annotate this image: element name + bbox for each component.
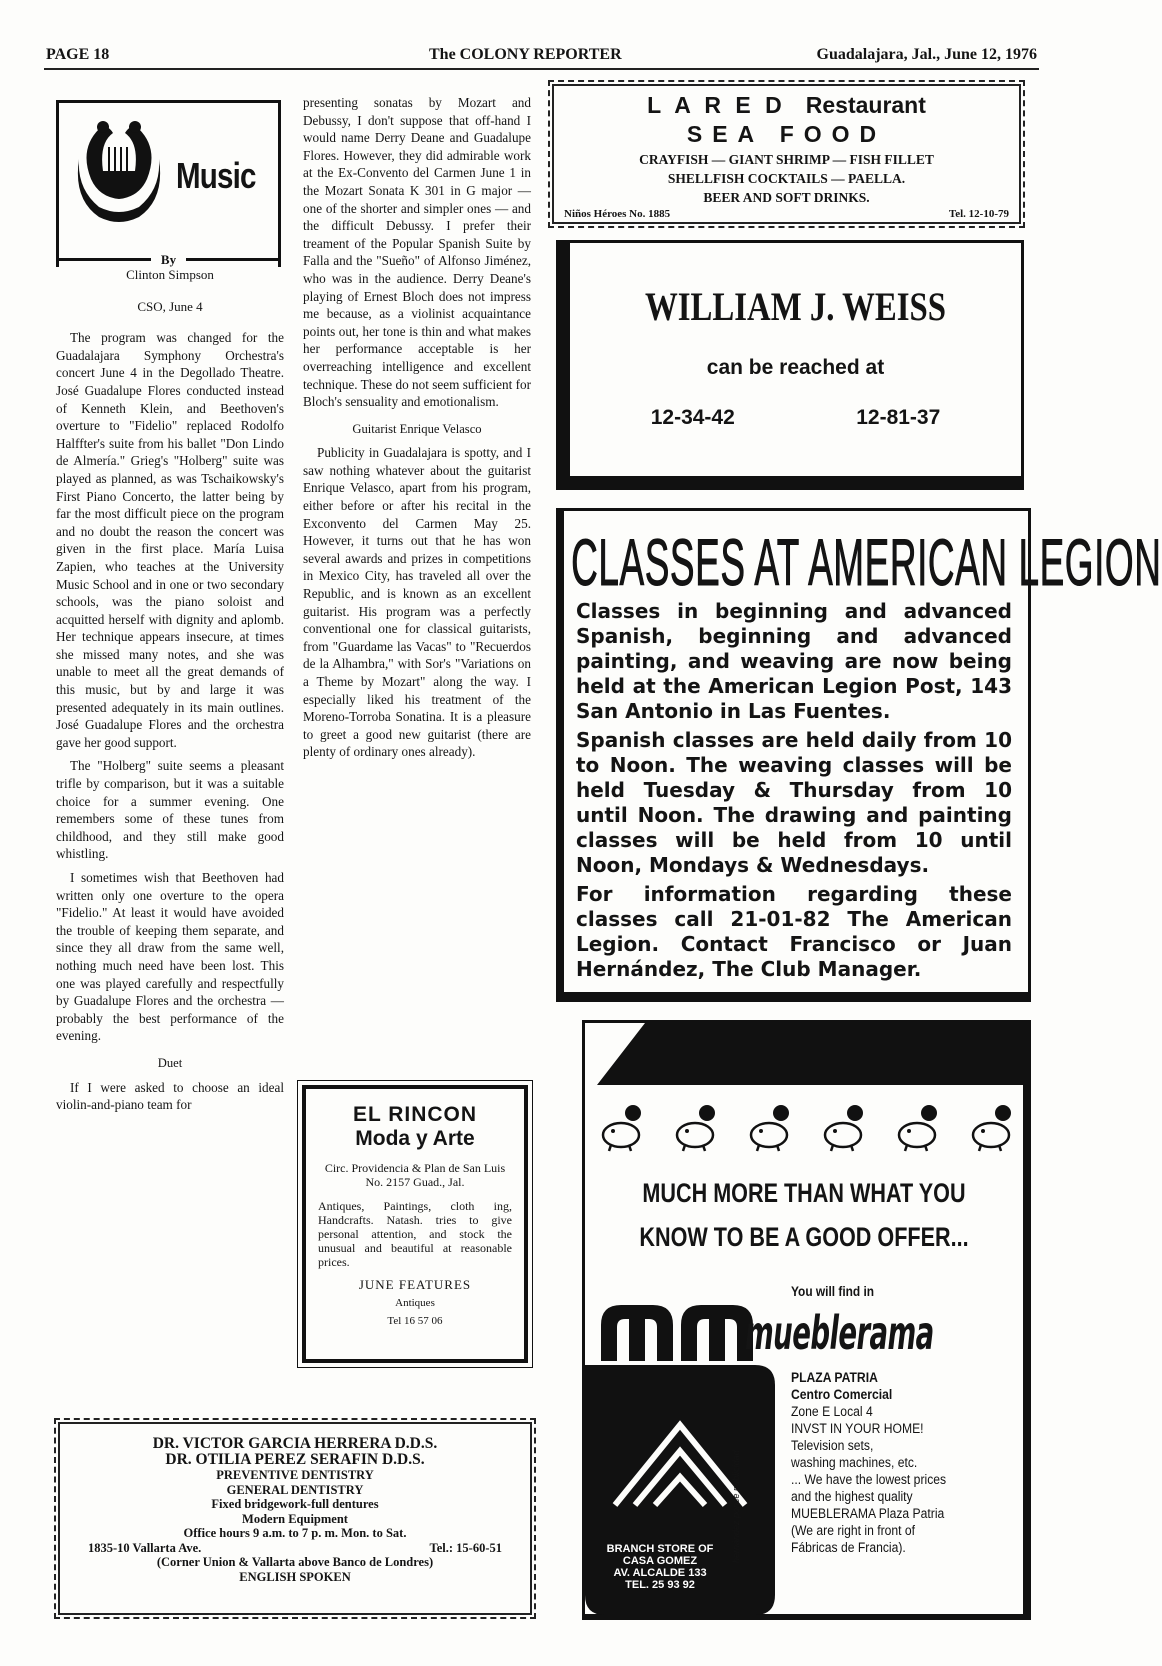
rincon-description: Antiques, Paintings, cloth ing, Handcrafts. Natash. tries to give personal attention, and stock the unusual and beautiful at reasonable prices.: [318, 1199, 512, 1269]
article-column-2: [303, 94, 531, 767]
legion-paragraph: For information regarding these classes call 21-01-82 The American Legion. Contact Francisco or Juan Hernández, The Club Manager.: [576, 882, 1012, 981]
article-paragraph: presenting sonatas by Mozart and Debussy, I don't suppose that off-hand I would name Derry Deane and Guadalupe Flores. However, they did admirable work at the Ex-Convento del Carmen June 1 in the Mozart Sonata K 301 in G major — one of the shorter and simpler ones — and the difficult Debussy. I prefer their treament of the Popular Spanish Suite by Falla and the "Sueño" of Alfonso Jiménez, who was in the audience. Derry Deane's playing of Ernest Bloch does not impress me because, as a violinist acquaintance points out, her tone is thin and what makes her performance acceptable is her overreaching intelligence and excellent technique. These do not seem sufficient for Bloch's sensuality and emotionalism.: [303, 95, 531, 410]
piggy-bank-icon: [893, 1103, 943, 1153]
ad-mueblerama: [582, 1020, 1031, 1620]
rincon-antiques: Antiques: [395, 1297, 435, 1309]
mueb-line: Television sets,: [791, 1438, 874, 1453]
subhead-duet: Duet: [157, 1055, 183, 1070]
page-number: PAGE 18: [46, 46, 110, 63]
seafood-menu-line: BEER AND SOFT DRINKS.: [703, 190, 870, 205]
article-paragraph: Publicity in Guadalajara is spotty, and I saw nothing whatever about the guitarist Enrique Velasco, apart from his program, either before or after his recital in the Exconvento del Carmen May 25. However, it turns out that he has won several awards and prizes in competitions in Mexico City, has traveled all over the Republic, and is known as an excellent guitarist. His program was a perfectly conventional one for classical guitarists, from "Guardame las Vacas" to "Recuerdos de la Alhambra," with Sor's "Variations on a Theme by Mozart" along the way. I especially liked his treatment of the Moreno-Torroba Sonatina. It is a pleasure to greet a good new guitarist (there are plenty of ordinary ones already).: [303, 445, 531, 760]
branch-line: TEL. 25 93 92: [625, 1579, 695, 1591]
mueb-line: and the highest quality: [791, 1489, 913, 1504]
ad-american-legion-classes: [556, 508, 1162, 1002]
piggy-bank-icon: [671, 1103, 721, 1153]
branch-line: AV. ALCALDE 133: [613, 1567, 707, 1579]
legion-title: CLASSES AT AMERICAN LEGION: [571, 525, 1162, 599]
ad-dentists: [54, 1418, 536, 1619]
dental-line: PREVENTIVE DENTISTRY: [216, 1468, 374, 1482]
mueb-line: INVST IN YOUR HOME!: [791, 1421, 924, 1436]
rincon-features: JUNE FEATURES: [358, 1277, 472, 1292]
dental-address-row: [70, 1541, 520, 1556]
mueblerama-find: You will find in: [791, 1283, 875, 1299]
mueblerama-logo: [585, 1305, 1023, 1361]
mueb-line: Fábricas de Francia).: [791, 1540, 906, 1555]
rincon-name: EL RINCON: [352, 1103, 478, 1126]
dental-line: (Corner Union & Vallarta above Banco de Londres): [156, 1555, 434, 1569]
mueb-line: PLAZA PATRIA: [791, 1370, 878, 1385]
dental-hours: Office hours 9 a.m. to 7 p. m. Mon. to Sat.: [183, 1526, 407, 1540]
seafood-restaurant-word: Restaurant: [805, 92, 926, 118]
dental-telephone: Tel.: 15-60-51: [429, 1540, 502, 1555]
page-header: [44, 46, 1039, 70]
rincon-address: Circ. Providencia & Plan de San Luis No. 2157 Guad., Jal.: [324, 1161, 506, 1189]
article-paragraph: I sometimes wish that Beethoven had written only one overture to the opera "Fidelio." At least it would have avoided the trouble of keeping them separate, and since they all draw from the same well, nothing much need have been lost. This one was played carefully and respectfully by Guadalupe Flores and the orchestra — probably the best performance of the evening.: [56, 870, 284, 1044]
mueblerama-top-band: [585, 1023, 1023, 1085]
dentist-1: DR. VICTOR GARCIA HERRERA D.D.S.: [152, 1435, 438, 1452]
mueblerama-slogan: [629, 1171, 979, 1259]
article-paragraph: The "Holberg" suite seems a pleasant trifle by comparison, but it was a suitable choice for a summer evening. One remembers some of these tunes from childhood, and they still make good whistling.: [56, 758, 284, 862]
mueblerama-wordmark: mueblerama: [745, 1306, 934, 1360]
seafood-telephone: Tel. 12-10-79: [948, 208, 1009, 220]
seafood-menu-line: CRAYFISH — GIANT SHRIMP — FISH FILLET: [639, 152, 934, 167]
legion-paragraph: Spanish classes are held daily from 10 to Noon. The weaving classes will be held Tuesday & Thursday from 10 until Noon. The drawing and painting classes will be held from 10 until Noon, Mondays & Wednesdays.: [576, 728, 1012, 877]
ad-la-red-restaurant: [548, 80, 1025, 228]
subhead-guitarist: Guitarist Enrique Velasco: [352, 421, 482, 436]
weiss-phone-1: 12-34-42: [650, 406, 735, 429]
weiss-phones: [570, 406, 1021, 430]
mueblerama-mm-logo-icon: [597, 1305, 757, 1361]
slogan-line-1: MUCH MORE THAN WHAT YOU: [642, 1178, 966, 1208]
dental-line: GENERAL DENTISTRY: [226, 1482, 364, 1497]
ad-william-weiss: [556, 240, 1024, 490]
mueb-line: Centro Comercial: [791, 1387, 893, 1402]
piggy-bank-row: [597, 1103, 1017, 1153]
byline-bar-right: [186, 258, 281, 261]
author-name: Clinton Simpson: [126, 267, 214, 282]
piggy-bank-icon: [967, 1103, 1017, 1153]
column-title: Music: [176, 155, 256, 196]
mueb-line: MUEBLERAMA Plaza Patria: [791, 1506, 945, 1521]
music-column-masthead: [56, 100, 281, 267]
newspaper-name: The COLONY REPORTER: [429, 46, 622, 63]
mueblerama-body: [791, 1369, 1007, 1556]
seafood-contact-row: [564, 208, 1009, 220]
dental-line: ENGLISH SPOKEN: [239, 1569, 351, 1584]
article-column-1: [56, 262, 284, 1120]
issue-date: Guadalajara, Jal., June 12, 1976: [816, 46, 1037, 63]
seafood-brand: L A R E D: [647, 92, 786, 118]
weiss-reach: can be reached at: [706, 356, 885, 379]
mueb-line: ... We have the lowest prices: [791, 1472, 947, 1487]
rincon-subtitle: Moda y Arte: [355, 1127, 475, 1150]
lyre-icon: [69, 119, 169, 231]
dentist-2: DR. OTILIA PEREZ SERAFIN D.D.S.: [165, 1451, 425, 1468]
article-paragraph: If I were asked to choose an ideal violin-and-piano team for: [56, 1079, 284, 1113]
piggy-bank-icon: [819, 1103, 869, 1153]
mueblerama-branch: [595, 1543, 725, 1591]
ad-el-rincon: [302, 1085, 528, 1363]
seafood-line-1: [564, 92, 1009, 119]
mueb-line: (We are right in front of: [791, 1523, 916, 1538]
seafood-line-2: SEA FOOD: [686, 121, 887, 147]
seafood-menu-line: SHELLFISH COCKTAILS — PAELLA.: [667, 171, 906, 186]
dental-address: 1835-10 Vallarta Ave.: [88, 1540, 202, 1555]
piggy-bank-icon: [745, 1103, 795, 1153]
dateline: CSO, June 4: [137, 298, 203, 314]
dental-line: Modern Equipment: [242, 1511, 348, 1526]
agency-credit: hernández ponce publicidad: [731, 1450, 741, 1563]
article-paragraph: The program was changed for the Guadalajara Symphony Orchestra's concert June 4 in the Degollado Theatre. José Guadalupe Flores conducted instead of Kenneth Klein, and Beethoven's overture to "Fidelio" replaced Rodolfo Halffter's suite from his ballet "Don Lindo de Almería." Grieg's "Holberg" suite was played as planned, as was Tschaikowsky's First Piano Concerto, the latter being by far the most difficult piece on the program and no doubt the reason the concert was given in the first place. María Luisa Zapien, who teaches at the University Music School and in one or two secondary schools, was the piano soloist and acquitted herself with dignity and aplomb. Her technique appears insecure, at times she missed many notes, and she was unable to meet all the great demands of this music, but by and large it was presented adequately in its main outlines. José Guadalupe Flores and the orchestra gave her good support.: [56, 330, 284, 750]
weiss-name: WILLIAM J. WEISS: [644, 284, 947, 329]
mueb-line: Zone E Local 4: [791, 1404, 873, 1419]
seafood-address: Niños Héroes No. 1885: [564, 208, 671, 220]
weiss-phone-2: 12-81-37: [856, 406, 941, 429]
slogan-line-2: KNOW TO BE A GOOD OFFER...: [639, 1222, 969, 1252]
mueb-line: washing machines, etc.: [791, 1455, 918, 1470]
legion-paragraph: Classes in beginning and advanced Spanish, beginning and advanced painting, and weaving are now being held at the American Legion Post, 143 San Antonio in Las Fuentes.: [576, 599, 1012, 723]
rincon-telephone: Tel 16 57 06: [387, 1315, 443, 1327]
piggy-bank-icon: [597, 1103, 647, 1153]
branch-line: CASA GOMEZ: [622, 1555, 698, 1567]
dental-line: Fixed bridgework-full dentures: [211, 1497, 379, 1511]
branch-line: BRANCH STORE OF: [606, 1543, 714, 1555]
byline-by: By: [160, 252, 177, 267]
